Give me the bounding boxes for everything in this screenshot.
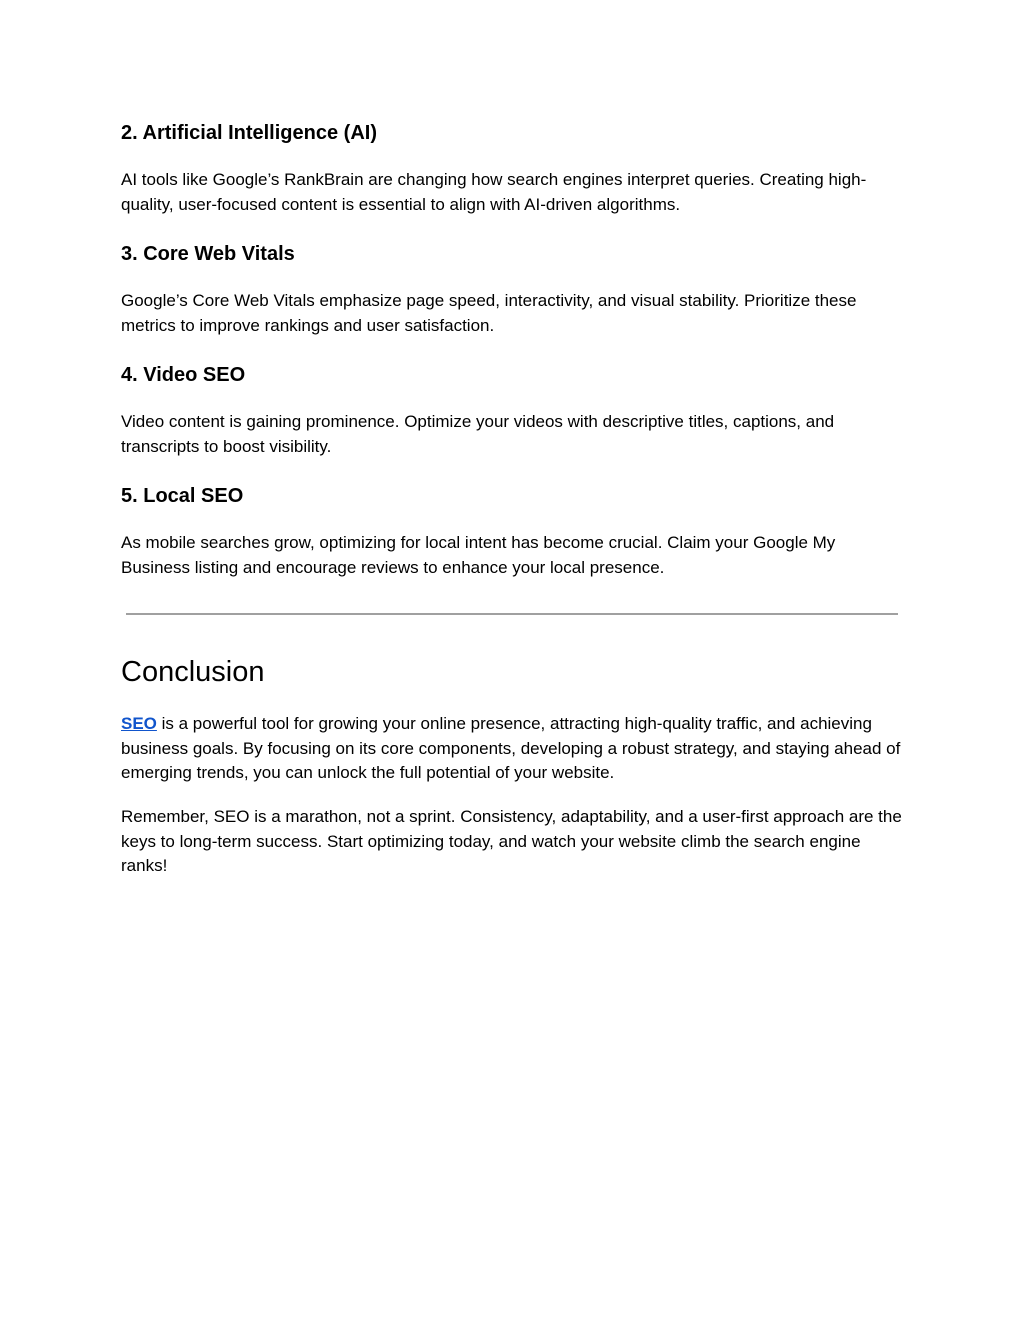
conclusion-paragraph-1 <box>121 712 905 786</box>
conclusion-paragraph-1-text: is a powerful tool for growing your online presence, attracting high-quality traffic, and achieving business goals. By focusing on its core components, developing a robust strategy, and staying ahead of emerging trends, you can unlock the full potential of your website. <box>121 714 901 782</box>
section-heading-local-seo: 5. Local SEO <box>121 485 244 507</box>
section-heading-video-seo: 4. Video SEO <box>121 364 246 386</box>
section-body-local-seo: As mobile searches grow, optimizing for local intent has become crucial. Claim your Google My Business listing and encourage reviews to enhance your local presence. <box>121 533 836 577</box>
conclusion-title: Conclusion <box>121 656 265 688</box>
conclusion-paragraph-2: Remember, SEO is a marathon, not a sprint. Consistency, adaptability, and a user-first approach are the keys to long-term success. Start optimizing today, and watch your website climb the search engine ranks! <box>121 807 902 875</box>
section-body-video-seo: Video content is gaining prominence. Optimize your videos with descriptive titles, captions, and transcripts to boost visibility. <box>121 412 835 456</box>
section-heading-core-web-vitals: 3. Core Web Vitals <box>121 243 295 265</box>
seo-link[interactable]: SEO <box>121 714 157 733</box>
horizontal-divider <box>126 613 898 615</box>
section-body-core-web-vitals: Google’s Core Web Vitals emphasize page speed, interactivity, and visual stability. Prioritize these metrics to improve rankings and user satisfaction. <box>121 291 857 335</box>
section-heading-ai: 2. Artificial Intelligence (AI) <box>121 122 377 144</box>
section-body-ai: AI tools like Google’s RankBrain are changing how search engines interpret queries. Creating high-quality, user-focused content is essential to align with AI-driven algorithms. <box>121 170 867 214</box>
